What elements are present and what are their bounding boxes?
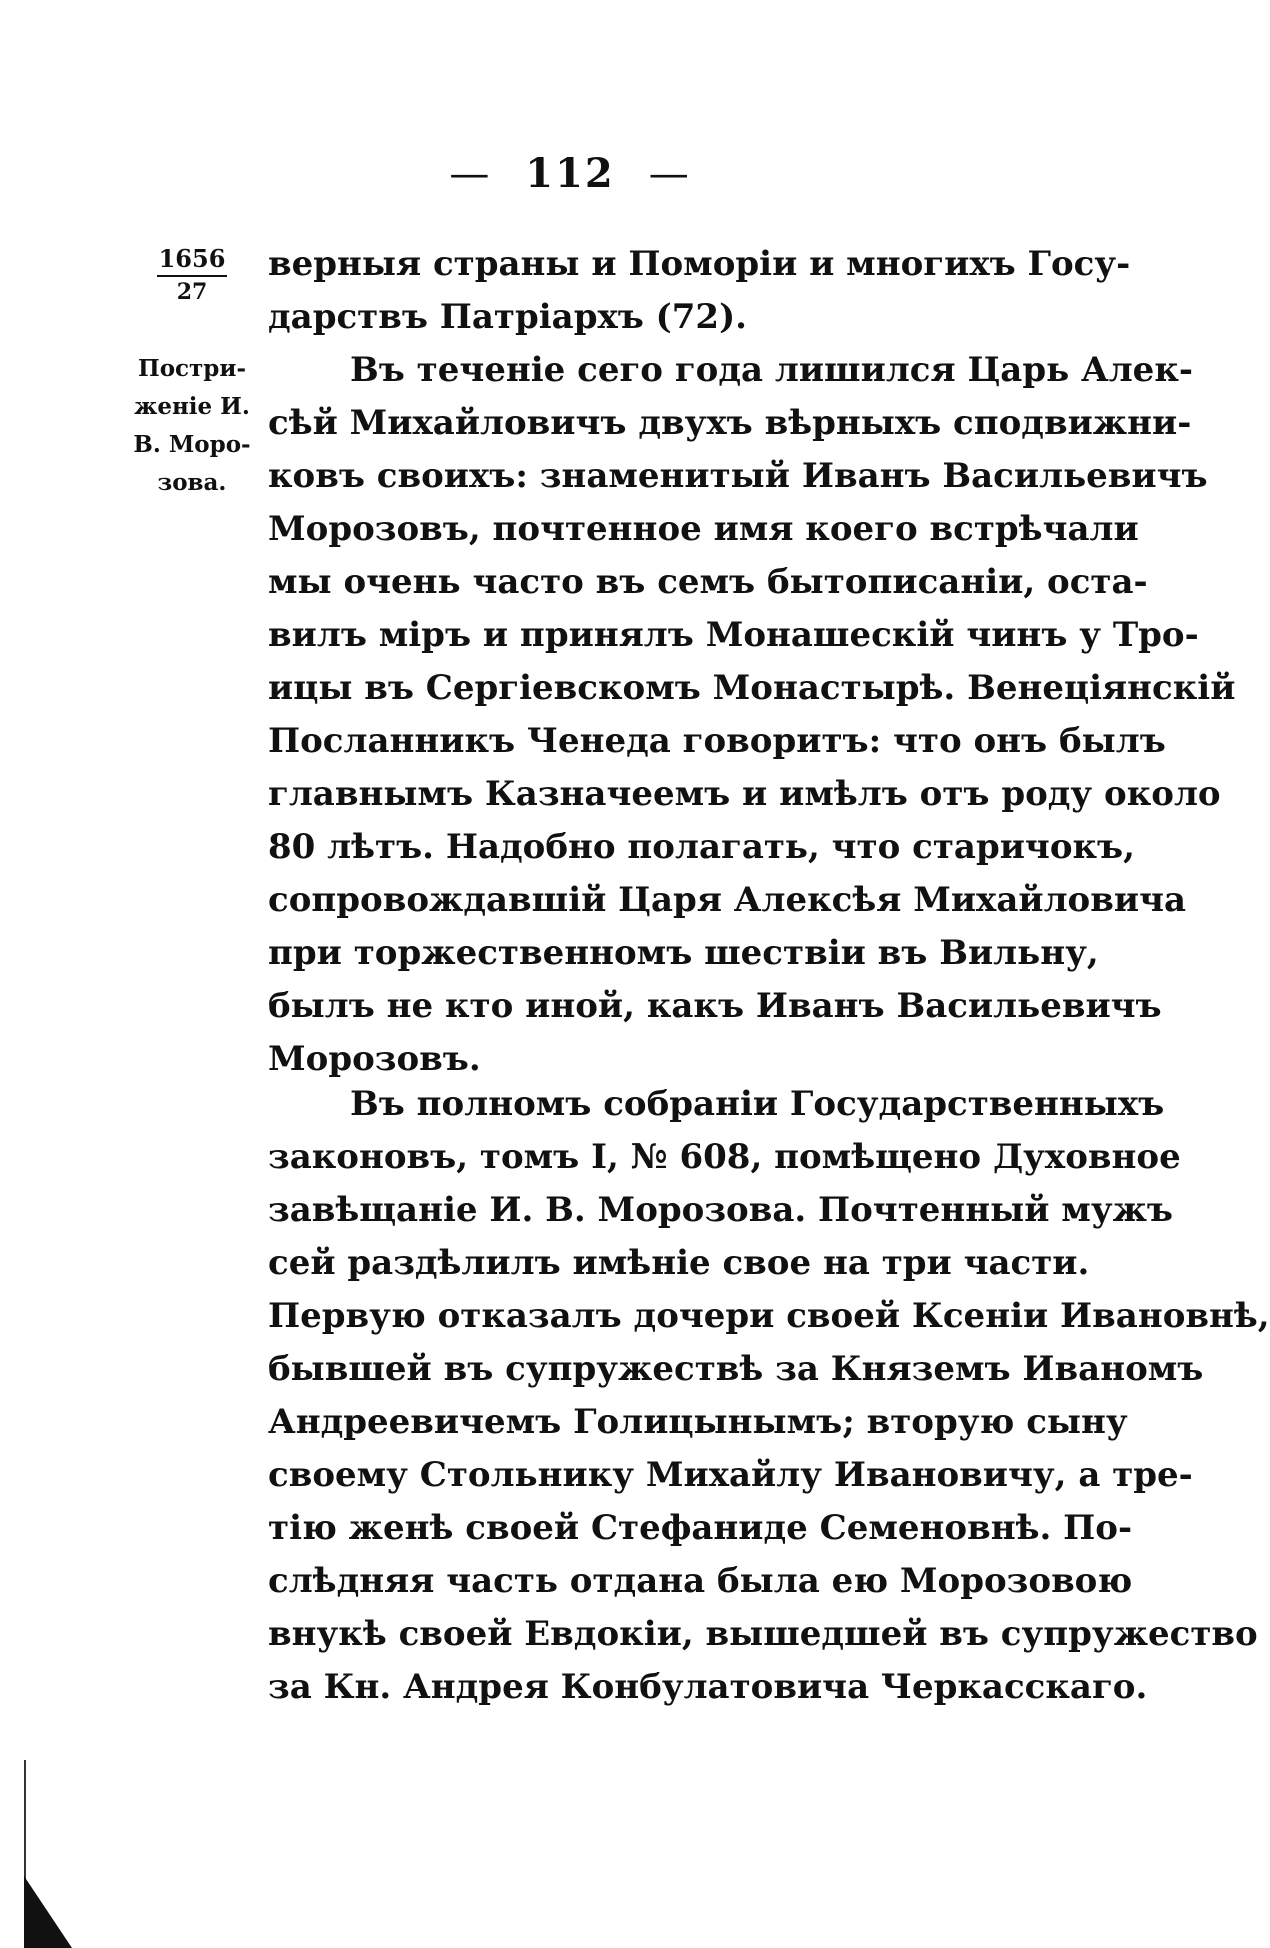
- text-line: внукѣ своей Евдокіи, вышедшей въ супружество: [268, 1614, 1258, 1654]
- text-line: ковъ своихъ: знаменитый Иванъ Васильевичъ: [268, 456, 1208, 496]
- text-line: верныя страны и Поморіи и многихъ Госу-: [268, 244, 1131, 284]
- header-dash-right: —: [648, 151, 691, 197]
- text-line: сѣй Михайловичъ двухъ вѣрныхъ сподвижни-: [268, 403, 1192, 443]
- paragraph-3: [268, 1078, 1270, 1714]
- paragraph-2: [268, 344, 1236, 1086]
- margin-note-line: В. Моро-: [133, 431, 251, 458]
- text-line: сопровождавшій Царя Алексѣя Михайловича: [268, 880, 1186, 920]
- margin-note: [122, 350, 262, 502]
- text-line: мы очень часто въ семъ бытописаніи, оста-: [268, 562, 1148, 602]
- text-line: Морозовъ, почтенное имя коего встрѣчали: [268, 509, 1139, 549]
- text-line: тію женѣ своей Стефаниде Семеновнѣ. По-: [268, 1508, 1133, 1548]
- text-line: Первую отказалъ дочери своей Ксеніи Ивановнѣ,: [268, 1296, 1270, 1336]
- text-line: сей раздѣлилъ имѣніе свое на три части.: [268, 1243, 1090, 1283]
- margin-note-line: Постри-: [137, 355, 246, 382]
- text-line: бывшей въ супружествѣ за Княземъ Иваномъ: [268, 1349, 1204, 1389]
- text-line: за Кн. Андрея Конбулатовича Черкасскаго.: [268, 1667, 1148, 1707]
- text-line: законовъ, томъ I, № 608, помѣщено Духовное: [268, 1137, 1181, 1177]
- text-line: слѣдняя часть отдана была ею Морозовою: [268, 1561, 1133, 1601]
- page-number: 112: [525, 150, 615, 197]
- text-line: вилъ міръ и принялъ Монашескій чинъ у Тро-: [268, 615, 1199, 655]
- text-line: при торжественномъ шествіи въ Вильну,: [268, 933, 1099, 973]
- page-number-header: [0, 150, 1140, 197]
- header-dash-left: —: [449, 151, 492, 197]
- text-line: 80 лѣтъ. Надобно полагать, что старичокъ,: [268, 827, 1135, 867]
- text-line: Въ теченіе сего года лишился Царь Алек-: [350, 350, 1193, 390]
- text-line: Морозовъ.: [268, 1039, 481, 1079]
- text-line: Андреевичемъ Голицынымъ; вторую сыну: [268, 1402, 1128, 1442]
- text-line: завѣщаніе И. В. Морозова. Почтенный мужъ: [268, 1190, 1174, 1230]
- text-line: своему Стольнику Михайлу Ивановичу, а тре-: [268, 1455, 1193, 1495]
- text-line: главнымъ Казначеемъ и имѣлъ отъ роду около: [268, 774, 1221, 814]
- margin-year: [122, 244, 262, 305]
- text-line: Въ полномъ собраніи Государственныхъ: [350, 1084, 1165, 1124]
- margin-note-line: зова.: [157, 469, 227, 496]
- text-line: былъ не кто иной, какъ Иванъ Васильевичъ: [268, 986, 1162, 1026]
- margin-note-line: женіе И.: [134, 393, 250, 420]
- paragraph-1: [268, 238, 1131, 344]
- margin-year-bottom: 27: [176, 279, 208, 305]
- margin-year-top: 1656: [157, 244, 227, 277]
- scan-corner-mark: [24, 1876, 72, 1948]
- text-line: Посланникъ Ченеда говоритъ: что онъ былъ: [268, 721, 1166, 761]
- text-line: дарствъ Патріархъ (72).: [268, 297, 747, 337]
- text-line: ицы въ Сергіевскомъ Монастырѣ. Венеціянскій: [268, 668, 1236, 708]
